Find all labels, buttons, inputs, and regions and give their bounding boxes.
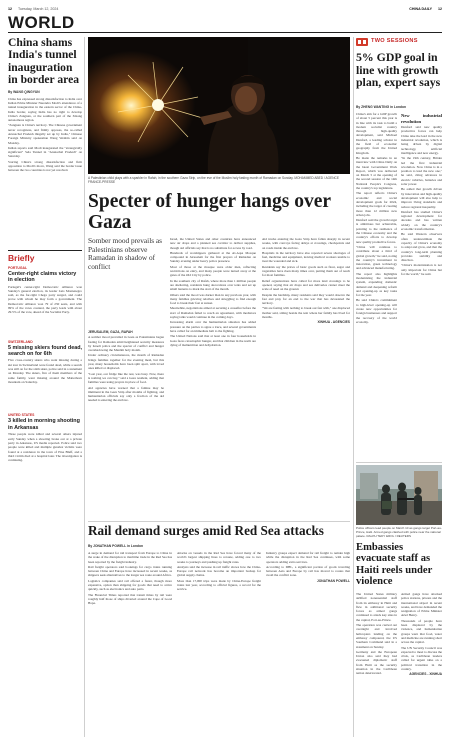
paragraph: Thousands of people have been displaced by the violence, and humanitarian groups warn that food, water and medicine are running short across the capital.	[401, 618, 442, 645]
haiti-photo-illustration	[356, 465, 442, 525]
paragraph: Dunford said new quality productive forces can help China take the lead in the new industrial revolution, which is being driven by digital technology, artificial intelligence and new energy.	[401, 125, 442, 155]
paragraph: In the southern city of Rafah, where more than 1 million people are sheltering, residents hung decorations over tents and set up small lanterns to mark the start of the month.	[170, 278, 256, 292]
brief-item	[8, 266, 82, 337]
paragraph: The report reflects China's economic and social development goals for 2024, including the target of creating more than 12 million new urban jobs.	[356, 191, 397, 217]
paragraph: A surge in demand for rail transport from Europe to China in the wake of the disruption to maritime trade in the Red Sea has been reported by the freight industry.	[88, 551, 172, 564]
paragraph: Armed gangs have attacked police stations, prisons and the international airport in recent weeks, and have demanded the resignation of Prime Minister Ariel Henry.	[401, 592, 442, 618]
paragraph: "China will continue to contribute about a third of global growth," he said, noting the country's investment in innovation, green technology and advanced manufacturing.	[356, 244, 397, 271]
specter-column-1	[88, 330, 164, 518]
paragraph: Rail freight operators said bookings for cargo trains running between China and Europe have increased in recent weeks, as shippers seek alternatives to the longer sea route around Africa.	[88, 564, 172, 578]
brief-text: Five cross-country skiers who went missing during a ski tour in Switzerland were found dead, while a search was still on for the sixth skier, police said in a statement on Monday. The skiers, five of them members of the same family, went missing around the Matterhorn mountain on Saturday.	[8, 358, 82, 384]
paragraph: Meanwhile, negotiations aimed at securing a ceasefire before the start of Ramadan failed to reach an agreement, with mediators saying talks would continue in the coming days.	[170, 306, 256, 320]
specter-credit: XINHUA - AGENCIES	[317, 320, 350, 325]
redsea-column-1	[88, 551, 172, 741]
two-sessions-banner	[356, 37, 442, 47]
page-number-left: 12	[8, 7, 12, 11]
dateline: JERUSALEM, GAZA, RAFAH	[88, 330, 133, 334]
paragraph: He made the remarks in an interview with China Daily on the latest Government Work Report, which was delivered on March 5 at the opening of the second session of the 14th National People's Congress, the country's top legislature.	[356, 155, 397, 191]
redsea-credit: JONATHAN POWELL	[316, 578, 350, 583]
brief-item	[8, 340, 82, 411]
brief-location: PORTUGAL	[8, 265, 28, 270]
paragraph: China has expressed strong dissatisfaction to India over Indian Prime Minister Narendra Modi's attendance of a tunnel inauguration in the eastern sector of the China-India border, saying India has no right to develop China's Zangnan, or the southern part of the Xizang autonomous region.	[8, 96, 82, 123]
paragraph: Relief organizations have called for more land crossings to be opened, saying that air drops and sea deliveries cannot meet the scale of need on the ground.	[262, 278, 350, 292]
brief-headline: 5 missing skiers found dead, search on for 6th	[8, 344, 82, 357]
story-divider	[356, 462, 442, 463]
paragraph: Germany and the European Union also said they had evacuated diplomatic staff from Haiti as the security situation in the Caribbean nation deteriorated.	[356, 649, 397, 676]
paragraph: A somber mood prevailed in Gaza as Palestinians began fasting for Ramadan amid heightened security measures by Israeli police and the specter of conflict and hunger overshadowing the Muslim holy month.	[88, 335, 164, 353]
specter-column-2	[170, 237, 256, 519]
paragraph: Voicing China's strong dissatisfaction and firm opposition to Modi's move, Wang said the border issue between the two countries is not yet resolved.	[8, 159, 82, 173]
paragraph: The United Nations said that at least one in four households in Gaza faces catastrophic hunger, and that children in the north are dying of malnutrition and dehydration.	[170, 334, 256, 347]
paragraph: Residents say the prices of basic goods such as flour, sugar and vegetables have risen many times over, putting them out of reach for most families.	[262, 264, 350, 278]
brief-location: UNITED STATES	[8, 413, 35, 418]
issue-date: Tuesday, March 12, 2024	[18, 7, 59, 11]
paragraph: Aid trucks entering the Gaza Strip have fallen sharply in recent weeks, with convoys facing delays at crossings, checkpoints and on roads inside the enclave.	[262, 237, 350, 250]
paragraph: "China's modernization is not only important for China but for the world," he said.	[401, 263, 442, 276]
haiti-credit: AGENCIES - XINHUA	[409, 672, 442, 677]
brief-text: Three people were killed and several others injured early Sunday when a shooting broke out at a private party in Arkansas, US media reported. Police said two people were killed and multiple gunshot victims were found at a residence in the town of Pine Bluff, and a third victim died at a hospital later. The investigation is continuing.	[8, 432, 82, 463]
paragraph: Industry groups expect demand for rail freight to remain high while the disruption in the Red Sea continues, with some operators adding extra services.	[266, 551, 350, 564]
paragraph: He said China's commitment to high-level opening-up will create new opportunities for foreign businesses and support the recovery of the world economy.	[356, 298, 397, 324]
paragraph: Dunford said the growth target is ambitious but achievable, pointing to the resilience of the Chinese economy and the country's efforts to develop new quality productive forces.	[356, 218, 397, 244]
haiti-caption: Police officers lead people on March 10 as gangs target Port-au-Prince, Haiti. Armed gangs clashed with police near the national palace. RALPH TEDY EROL / REUTERS	[356, 527, 442, 538]
photo-caption: A Palestinian child plays with a sparkler in Rafah, in the southern Gaza Strip, on the eve of the Muslim holy fasting month of Ramadan on Sunday. MOHAMMED ABED / AGENCE FRANCE-PRESSE	[88, 176, 339, 185]
twosessions-subhead: New industrial revolution	[401, 113, 442, 124]
paragraph: He said Western observers often underestimate the capacity of China's economy to adapt and grow, and that the country's long-term planning provides stability and direction.	[401, 232, 442, 263]
column-divider	[84, 37, 85, 737]
specter-column-3	[262, 237, 350, 519]
twosessions-column-2	[401, 112, 442, 460]
paragraph: Increasing alarm over the humanitarian situation has added pressure on the parties to agree a truce, and several governments have called for an immediate halt to the fighting.	[170, 320, 256, 333]
paragraph: Others said the mood was darker than in any previous year, with many families grieving relatives and struggling to find enough food to break their fast at sunset.	[170, 292, 256, 306]
paragraph: The Financial Times reported that transit times by rail were roughly half those of ships diverted around the Cape of Good Hope.	[88, 592, 172, 606]
header-rule	[8, 32, 442, 33]
twosessions-byline: By ZHENG WANTING in London	[356, 105, 406, 109]
paragraph: "Zangnan is China's territory. The Chinese government never recognizes, and firmly opposes, the so-called Arunachal Pradesh illegally set up by India," Chinese Foreign Ministry spokesman Wang Wenbin said on Monday.	[8, 123, 82, 145]
brief-headline: 3 killed in morning shooting in Arkansas	[8, 418, 80, 431]
specter-headline: Specter of hunger hangs over Gaza	[88, 191, 331, 233]
haiti-column-2	[401, 592, 442, 742]
paragraph: Most of those at the mosque were older men, reflecting restrictions on entry, and many people were turned away at the gates of the Old City by police.	[170, 264, 256, 278]
brief-item	[8, 413, 82, 484]
paragraph: The operation was carried out overnight and involved helicopters landing on the embassy compound, the US Southern Command said in a statement on Sunday.	[356, 623, 397, 649]
china-shams-byline: By WANG QINGYUN	[8, 89, 40, 94]
story-divider	[88, 521, 350, 522]
brief-headline: Center-right claims victory in election	[8, 270, 77, 283]
redsea-column-2	[177, 551, 261, 741]
paragraph: Hundreds of worshippers gathered at the Al-Aqsa Mosque compound in Jerusalem for the first prayers of Ramadan on Sunday evening under heavy police presence.	[170, 250, 256, 264]
paragraph: Attacks on vessels in the Red Sea have forced many of the world's largest shipping lines to reroute, adding one to two weeks to journeys and pushing up freight rates.	[177, 551, 261, 564]
paragraph: More than 17,000 trips were made by China-Europe freight trains last year, according to official figures, a record for the service.	[177, 578, 261, 592]
paragraph: Aid agencies have warned that a famine may be imminent in the Gaza Strip after months of fighting, and humanitarian officials say only a fraction of the aid needed is entering the enclave.	[88, 385, 164, 403]
twosessions-column-1	[356, 112, 397, 460]
china-shams-headline: China shams India's tunnel inauguration in border area	[8, 37, 80, 87]
masthead-brand: CHINA DAILY	[409, 7, 432, 11]
paragraph: Hospitals in the territory have also reported severe shortages of fuel, medicine and equipment, leaving medical workers unable to treat the wounded and sick.	[262, 250, 350, 264]
paragraph: "We are fasting with nothing to break our fast with," one displaced mother said, sitting beside the tent where her family has lived for months.	[262, 306, 350, 320]
briefly-label: Briefly	[8, 250, 82, 263]
left-column	[8, 37, 82, 622]
brief-text: Portugal's center-right Democratic Alliance won Sunday's general election, its leader Luis Montenegro said, as the far-right Chega party surged, and could prove with whom he may form a government. The Democratic Alliance won 79 of 230 seats, and with 99% of the votes counted, the party leads with about 29.5% of the vote, ahead of the Socialist Party.	[8, 284, 82, 315]
section-title: WORLD	[8, 13, 75, 32]
paragraph: The report also highlights modernizing the industrial system, expanding domestic demand and deepening reform and opening-up as key tasks for the year.	[356, 271, 397, 298]
two-sessions-logo-icon	[356, 37, 369, 47]
column-divider	[353, 37, 354, 737]
paragraph: China's aim for a GDP growth of about 5 percent this year is in line with its task to build a modern socialist country through high-quality development, said Michael Dunford, a leading scholar in the field of economic geography from the United Kingdom.	[356, 112, 397, 155]
two-sessions-label: TWO SESSIONS	[371, 38, 418, 44]
paragraph: "Last year, our fridge like the rest, was busy. Now, there is nothing we can buy," said a Gaza resident, adding that families were using prayers in place of food.	[88, 371, 164, 385]
paragraph: The UN Security Council was expected to meet to discuss the crisis, as Caribbean leaders called for urgent talks on a political transition in the country.	[401, 645, 442, 672]
paragraph: The United States military airlifted nonessential staff from its embassy in Haiti and flew in additional security forces as armed gangs continued to attack key sites in the capital, Port-au-Prince.	[356, 592, 397, 622]
paragraph: Despite the hardship, many residents said they would observe the fast and pray for an end to the war that has devastated the territory.	[262, 292, 350, 306]
haiti-photo	[356, 465, 442, 525]
redsea-column-3	[266, 551, 350, 741]
gaza-ramadan-photo	[88, 37, 350, 174]
paragraph: Under ordinary circumstances, the month of Ramadan brings families together for the evening meal, but this year, many households have been split apart, with loved ones killed or displaced.	[88, 353, 164, 371]
paragraph: Logistics companies said rail offered a faster, though more expensive, option than shipping for goods that need to arrive quickly, such as electronics and auto parts.	[88, 578, 172, 592]
page-number-right: 12	[438, 7, 442, 11]
paragraph: "In the 19th century, Britain led the first industrial revolution. Now China is in a position to lead the new one," he said, citing advances in electric vehicles, batteries and solar power.	[401, 156, 442, 187]
haiti-headline: Embassies evacuate staff as Haiti reels under violence	[356, 542, 433, 588]
brief-location: SWITZERLAND	[8, 339, 33, 344]
paragraph: Indian reports said Modi inaugurated the "strategically significant" Sela Tunnel in "Arunachal Pradesh" on Saturday.	[8, 145, 82, 159]
paragraph: Israel, the United States and other countries have announced new air drops and a planned sea corridor to deliver supplies, though aid officials say that is no substitute for access by road.	[170, 237, 256, 250]
specter-deck: Somber mood prevails as Palestinians observe Ramadan in shadow of conflict	[88, 236, 162, 271]
china-shams-body	[8, 97, 82, 247]
page-header	[8, 7, 442, 33]
twosessions-headline: 5% GDP goal in line with growth plan, expert says	[356, 50, 441, 90]
haiti-column-1	[356, 592, 397, 742]
redsea-headline: Rail demand surges amid Red Sea attacks	[88, 523, 324, 538]
photo-illustration	[88, 37, 350, 174]
paragraph: Dunford has studied China's regional development for decades and has written widely on the country's economic transformation.	[401, 209, 442, 232]
paragraph: He added that growth driven by innovation and high-quality development will also help to improve living standards and reduce regional inequality.	[401, 187, 442, 209]
paragraph: Analysts said the increase in rail traffic shows how the China-Europe rail network has become an important backup for global supply chains.	[177, 564, 261, 578]
redsea-byline: By JONATHAN POWELL in London	[88, 544, 144, 548]
paragraph: According to DHL, a significant portion of goods traveling between Asia and Europe by rail has moved to routes that avoid the conflict zone.	[266, 564, 350, 578]
